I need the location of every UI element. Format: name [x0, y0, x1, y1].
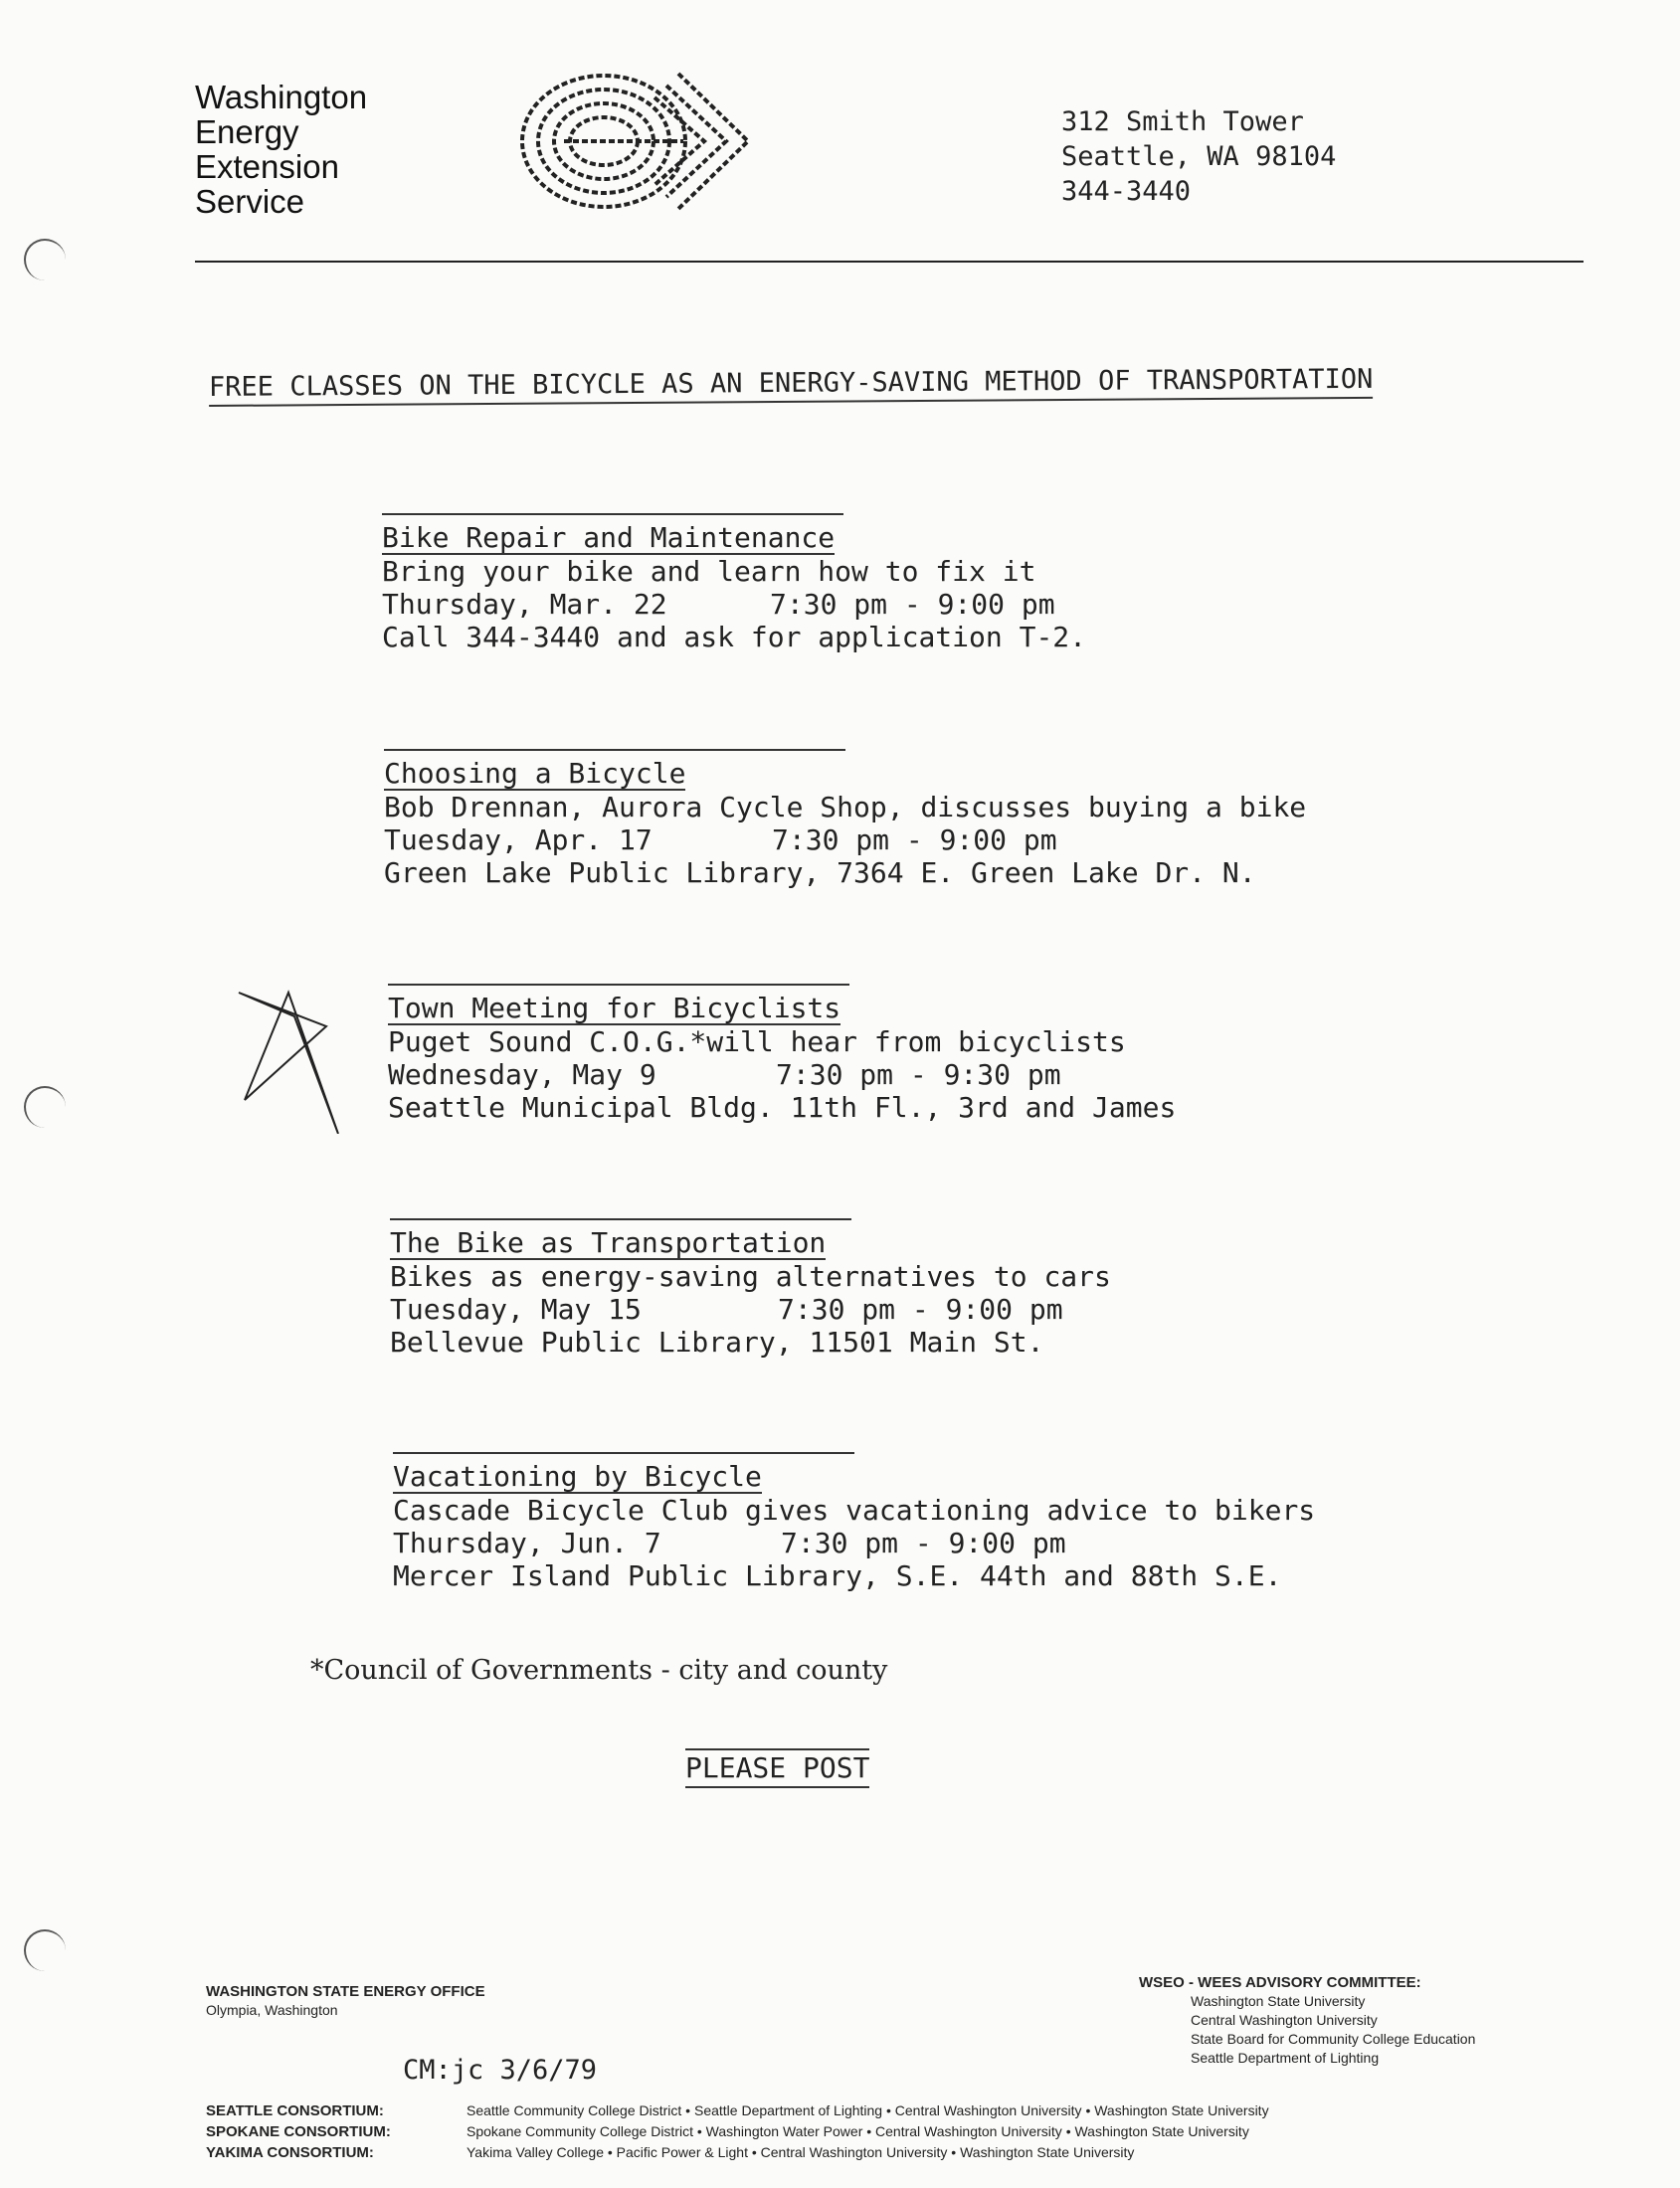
class-name: Choosing a Bicycle — [384, 757, 686, 790]
consortium-label: YAKIMA CONSORTIUM: — [206, 2144, 374, 2161]
divider — [388, 984, 849, 986]
energy-office — [206, 1983, 485, 2019]
consortium-row — [206, 2121, 1269, 2142]
punch-hole-bottom — [24, 1929, 66, 1971]
committee-member: Seattle Department of Lighting — [1191, 2050, 1380, 2066]
org-line: Washington — [195, 79, 368, 115]
class-description: Bring your bike and learn how to fix it — [382, 555, 1036, 588]
class-date: Wednesday, May 9 — [388, 1058, 656, 1091]
consortium-row — [206, 2142, 1269, 2163]
address-line: 312 Smith Tower — [1061, 106, 1304, 137]
typist-initials-date: CM:jc 3/6/79 — [403, 2055, 598, 2086]
class-location: Call 344-3440 and ask for application T-2. — [382, 621, 1087, 653]
class-date: Tuesday, May 15 — [390, 1293, 642, 1326]
class-date: Thursday, Jun. 7 — [393, 1527, 661, 1559]
consortium-label: SPOKANE CONSORTIUM: — [206, 2123, 391, 2140]
class-description: Cascade Bicycle Club gives vacationing advice to bikers — [393, 1494, 1316, 1527]
consortia-list — [206, 2100, 1269, 2163]
punch-hole-middle — [24, 1086, 66, 1128]
consortium-label: SEATTLE CONSORTIUM: — [206, 2102, 384, 2119]
class-description: Bikes as energy-saving alternatives to cars — [390, 1260, 1111, 1293]
consortium-members: Seattle Community College District • Seattle Department of Lighting • Central Washington University • Washington State University — [467, 2102, 1269, 2118]
divider — [382, 513, 843, 515]
committee-member: State Board for Community College Education — [1191, 2031, 1476, 2047]
class-time: 7:30 pm - 9:30 pm — [776, 1058, 1061, 1091]
class-time: 7:30 pm - 9:00 pm — [772, 823, 1057, 856]
org-line: Service — [195, 183, 305, 220]
class-listing — [388, 984, 1176, 1124]
please-post-label: PLEASE POST — [685, 1748, 869, 1788]
page-title: FREE CLASSES ON THE BICYCLE AS AN ENERGY-SAVING METHOD OF TRANSPORTATION — [209, 364, 1374, 407]
class-location: Bellevue Public Library, 11501 Main St. — [390, 1326, 1044, 1359]
class-date: Thursday, Mar. 22 — [382, 588, 667, 621]
consortium-members: Yakima Valley College • Pacific Power & Light • Central Washington University • Washington State University — [467, 2144, 1135, 2160]
punch-hole-top — [24, 239, 66, 280]
class-name: Vacationing by Bicycle — [393, 1460, 762, 1493]
divider — [390, 1218, 851, 1220]
class-time: 7:30 pm - 9:00 pm — [781, 1527, 1066, 1559]
handdrawn-star-mark — [235, 987, 344, 1134]
class-listing — [384, 749, 1306, 889]
org-line: Energy — [195, 113, 299, 150]
class-location: Green Lake Public Library, 7364 E. Green Lake Dr. N. — [384, 856, 1256, 889]
header-divider — [195, 261, 1584, 263]
phone-number: 344-3440 — [1061, 176, 1192, 207]
class-description: Bob Drennan, Aurora Cycle Shop, discusses buying a bike — [384, 791, 1307, 823]
office-name: WASHINGTON STATE ENERGY OFFICE — [206, 1983, 485, 2000]
footnote: *Council of Governments - city and county — [310, 1655, 888, 1686]
consortium-members: Spokane Community College District • Washington Water Power • Central Washington University • Washington State University — [467, 2123, 1249, 2139]
divider — [384, 749, 845, 751]
class-date: Tuesday, Apr. 17 — [384, 823, 653, 856]
class-time: 7:30 pm - 9:00 pm — [770, 588, 1055, 621]
committee-member: Washington State University — [1191, 1993, 1366, 2009]
org-line: Extension — [195, 148, 339, 185]
divider — [393, 1452, 854, 1454]
class-listing — [393, 1452, 1315, 1592]
class-name: The Bike as Transportation — [390, 1226, 827, 1259]
class-name: Bike Repair and Maintenance — [382, 521, 836, 554]
class-description: Puget Sound C.O.G.*will hear from bicyclists — [388, 1025, 1126, 1058]
class-location: Mercer Island Public Library, S.E. 44th and 88th S.E. — [393, 1559, 1282, 1592]
energy-extension-logo — [509, 62, 778, 221]
class-name: Town Meeting for Bicyclists — [388, 992, 841, 1024]
organization-name — [195, 80, 367, 219]
advisory-committee — [1139, 1973, 1475, 2068]
committee-title: WSEO - WEES ADVISORY COMMITTEE: — [1139, 1974, 1421, 1991]
class-listing — [390, 1218, 1111, 1359]
mailing-address — [1061, 104, 1336, 209]
address-line: Seattle, WA 98104 — [1061, 141, 1337, 172]
class-location: Seattle Municipal Bldg. 11th Fl., 3rd and James — [388, 1091, 1177, 1124]
office-location: Olympia, Washington — [206, 2002, 338, 2018]
class-listing — [382, 513, 1086, 653]
consortium-row — [206, 2100, 1269, 2121]
committee-member: Central Washington University — [1191, 2012, 1378, 2028]
class-time: 7:30 pm - 9:00 pm — [778, 1293, 1063, 1326]
